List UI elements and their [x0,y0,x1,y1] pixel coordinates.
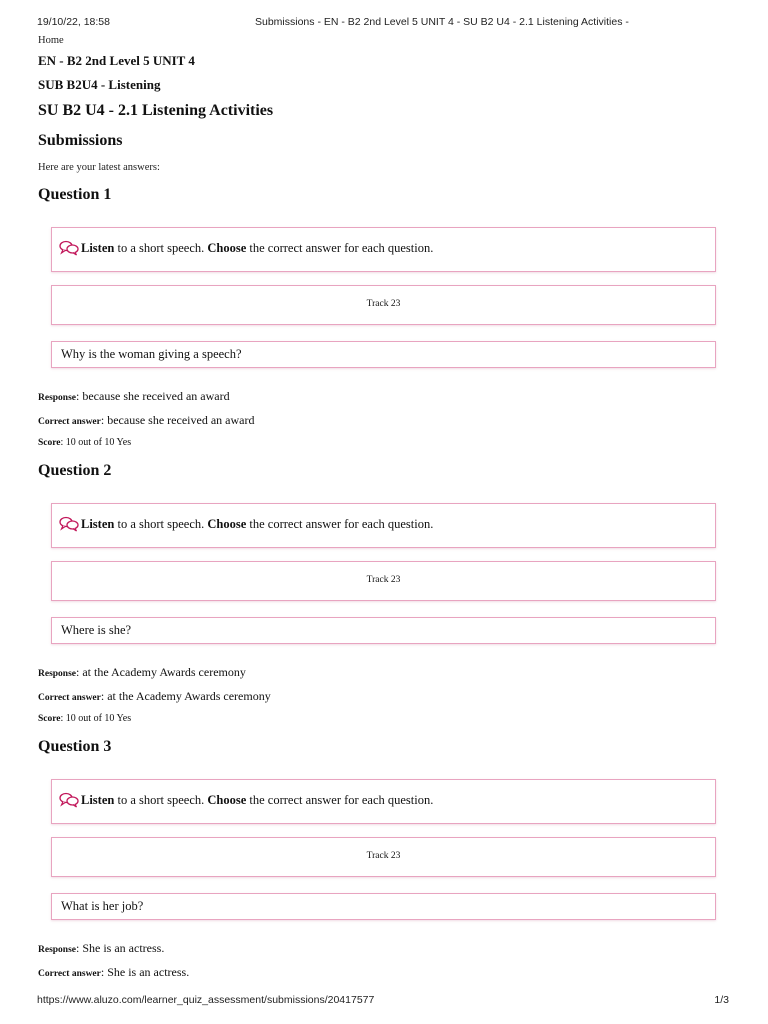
instruction-end: the correct answer for each question. [246,792,434,807]
instruction-listen: Listen [81,240,115,255]
course-title: EN - B2 2nd Level 5 UNIT 4 [38,53,195,68]
response-line [38,389,230,404]
instruction-box [51,227,716,272]
instruction-box [51,779,716,824]
chat-bubbles-icon [59,240,79,256]
print-header [37,16,731,30]
correct-answer-value: : at the Academy Awards ceremony [100,689,271,703]
instruction-mid: to a short speech. [114,516,208,531]
track-label: Track 23 [366,575,401,585]
correct-answer-line [38,413,254,428]
audio-track-box[interactable] [51,285,716,325]
correct-answer-value: : because she received an award [100,413,255,427]
question-1 [0,186,768,456]
activity-title: SU B2 U4 - 2.1 Listening Activities [38,102,274,119]
instruction-choose: Choose [207,240,247,255]
page-url-link[interactable]: https://www.aluzo.com/learner_quiz_assessment/submissions/20417577 [37,994,375,1006]
response-value: : She is an actress. [76,941,165,955]
instruction-choose: Choose [207,792,247,807]
track-label: Track 23 [366,851,401,861]
correct-answer-line [38,689,271,704]
question-prompt-box [51,617,716,644]
page-number: 1/3 [714,994,729,1006]
question-prompt-box [51,341,716,368]
chat-bubbles-icon [59,792,79,808]
instruction-end: the correct answer for each question. [246,516,434,531]
score-label: Score [38,438,61,448]
instruction-box [51,503,716,548]
question-prompt: Where is she? [61,623,132,637]
correct-answer-line [38,965,189,980]
instruction-mid: to a short speech. [114,240,208,255]
print-datetime: 19/10/22, 18:58 [37,16,110,28]
response-value: : because she received an award [76,389,230,403]
instruction-listen: Listen [81,792,115,807]
question-prompt-box [51,893,716,920]
section-title: SUB B2U4 - Listening [38,77,161,92]
breadcrumb-home-link[interactable]: Home [38,35,64,46]
audio-track-box[interactable] [51,837,716,877]
intro-text: Here are your latest answers: [38,162,160,173]
chat-bubbles-icon [59,516,79,532]
question-title: Question 1 [38,186,112,203]
track-label: Track 23 [366,299,401,309]
question-title: Question 2 [38,462,112,479]
score-line [38,713,131,724]
question-title: Question 3 [38,738,112,755]
instruction-listen: Listen [81,516,115,531]
response-line [38,665,246,680]
response-label: Response [38,669,77,679]
question-prompt: Why is the woman giving a speech? [61,347,242,361]
question-prompt: What is her job? [61,899,144,913]
response-value: : at the Academy Awards ceremony [76,665,246,679]
correct-answer-label: Correct answer [38,417,101,427]
submissions-heading: Submissions [38,132,123,149]
correct-answer-label: Correct answer [38,693,101,703]
score-line [38,437,131,448]
score-value: : 10 out of 10 Yes [60,713,132,724]
response-label: Response [38,945,77,955]
print-document-title: Submissions - EN - B2 2nd Level 5 UNIT 4 - SU B2 U4 - 2.1 Listening Activities - [255,16,629,28]
instruction-choose: Choose [207,516,247,531]
score-label: Score [38,714,61,724]
response-label: Response [38,393,77,403]
score-value: : 10 out of 10 Yes [60,437,132,448]
audio-track-box[interactable] [51,561,716,601]
question-3 [0,738,768,988]
correct-answer-value: : She is an actress. [100,965,190,979]
response-line [38,941,164,956]
print-footer [37,994,731,1008]
correct-answer-label: Correct answer [38,969,101,979]
question-2 [0,462,768,732]
instruction-end: the correct answer for each question. [246,240,434,255]
instruction-mid: to a short speech. [114,792,208,807]
